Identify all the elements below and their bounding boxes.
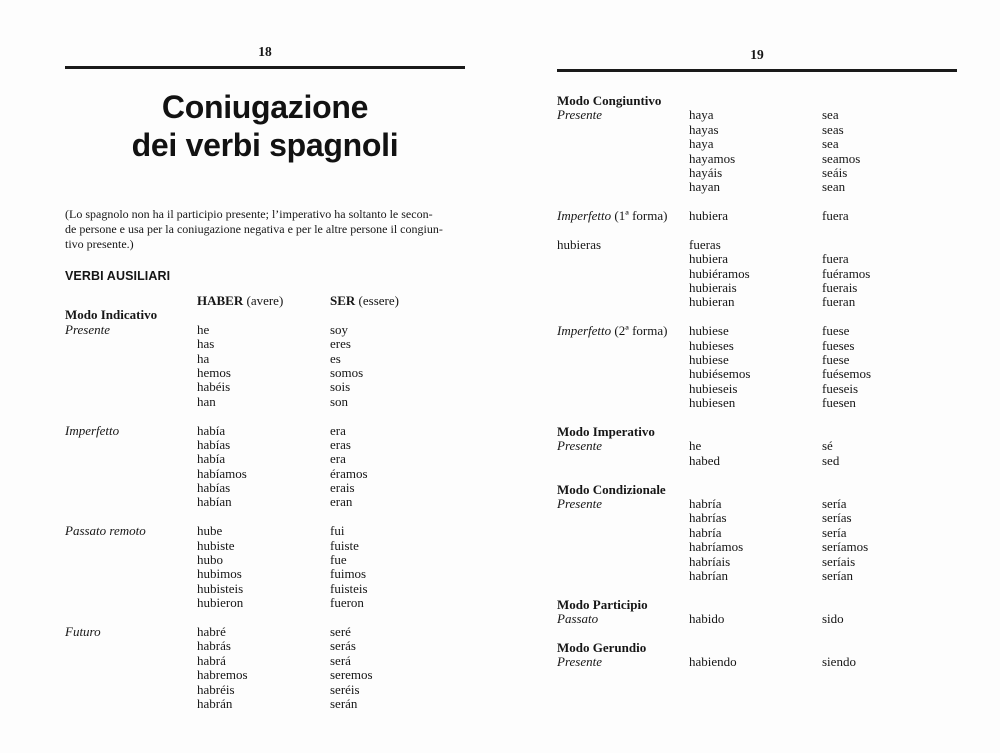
- ser-form: fuésemos: [822, 366, 872, 382]
- mode-heading: Modo Gerundio: [557, 639, 647, 655]
- haber-form: habiendo: [689, 654, 737, 670]
- conjugation-row: [65, 467, 465, 481]
- tense-label: [557, 295, 689, 309]
- tense-label: [65, 582, 197, 596]
- haber-form: haya: [689, 107, 714, 123]
- mode-heading-row: [557, 94, 957, 108]
- tense-name: Imperfetto: [557, 208, 612, 224]
- haber-form: habrás: [197, 638, 231, 654]
- page-number: 19: [750, 47, 764, 62]
- ser-form: fuerais: [822, 280, 858, 296]
- spacer-row: [65, 611, 465, 625]
- haber-form: habréis: [197, 681, 235, 697]
- tense-label: [557, 152, 689, 166]
- spacer-row: [557, 224, 957, 238]
- tense-label: [557, 108, 689, 122]
- haber-form: hubiste: [197, 537, 235, 553]
- tense-label: [65, 697, 197, 711]
- conjugation-row: [65, 452, 465, 466]
- haber-form: hubiera: [689, 251, 728, 267]
- verb-infinitive-ser: SER: [330, 293, 356, 308]
- conjugation-row: [557, 281, 957, 295]
- column-header-row: [65, 294, 465, 308]
- column-header-ser: SER (essere): [330, 293, 399, 308]
- conjugation-row: [557, 166, 957, 180]
- spacer-row: [557, 468, 957, 482]
- spacer-row: [65, 510, 465, 524]
- ser-form: erais: [330, 480, 355, 496]
- ser-form: sé: [822, 438, 833, 454]
- haber-form: hube: [197, 523, 223, 539]
- haber-form: habías: [197, 436, 231, 452]
- haber-form: habríais: [689, 553, 731, 569]
- tense-label: [557, 396, 689, 410]
- ser-form: siendo: [822, 654, 856, 670]
- tense-label: [557, 569, 689, 583]
- ser-form: [822, 238, 957, 252]
- tense-label: [65, 683, 197, 697]
- ser-form: serían: [822, 567, 854, 583]
- conjugation-table-haber-ser: [65, 294, 465, 711]
- ser-form: sea: [822, 136, 839, 152]
- ser-form: serán: [330, 695, 358, 711]
- conjugation-row: [557, 396, 957, 410]
- haber-form: habré: [197, 623, 226, 639]
- haber-form: hayáis: [689, 164, 723, 180]
- haber-form: habían: [197, 494, 232, 510]
- conjugation-row: [65, 380, 465, 394]
- conjugation-row: [65, 524, 465, 538]
- conjugation-row: [65, 639, 465, 653]
- haber-form: hubiera: [689, 208, 728, 224]
- empty-cell: [65, 294, 197, 308]
- ser-form: eras: [330, 436, 351, 452]
- intro-line: de persone e usa per la coniugazione negativa e per le altre persone il congiun-: [65, 222, 443, 236]
- conjugation-row: [557, 339, 957, 353]
- ser-form: seríamos: [822, 539, 869, 555]
- conjugation-row: [557, 612, 957, 626]
- haber-form: habrían: [689, 567, 728, 583]
- haber-form: habrías: [689, 510, 727, 526]
- tense-label: Imperfetto (1ª forma): [557, 208, 668, 224]
- tense-name: Presente: [557, 438, 602, 454]
- conjugation-row: [65, 567, 465, 581]
- ser-form: son: [330, 393, 349, 409]
- tense-label: [557, 252, 689, 266]
- ser-form: fuiste: [330, 537, 359, 553]
- page-19: [557, 44, 957, 670]
- conjugation-row: [65, 495, 465, 509]
- chapter-title-line2: dei verbi spagnoli: [131, 127, 399, 163]
- conjugation-row: [557, 267, 957, 281]
- haber-form: había: [197, 422, 226, 438]
- ser-form: seríais: [822, 553, 856, 569]
- haber-form: habed: [689, 452, 721, 468]
- spacer-row: [557, 583, 957, 597]
- ser-form: seas: [822, 121, 844, 137]
- ser-form: fuisteis: [330, 580, 368, 596]
- intro-line: tivo presente.): [65, 237, 134, 251]
- intro-note: [65, 207, 465, 252]
- haber-form: he: [689, 438, 702, 454]
- tense-name: Passato remoto: [65, 523, 146, 539]
- conjugation-row: [65, 424, 465, 438]
- ser-form: fuéramos: [822, 265, 871, 281]
- haber-form: hubieseis: [689, 380, 738, 396]
- page-number: 18: [258, 44, 272, 59]
- conjugation-row: [65, 481, 465, 495]
- haber-form: habría: [689, 495, 722, 511]
- haber-form: habrán: [197, 695, 233, 711]
- tense-label: [65, 337, 197, 351]
- conjugation-row: [557, 655, 957, 669]
- haber-form: había: [197, 451, 226, 467]
- tense-name: Imperfetto: [65, 422, 120, 438]
- haber-form: habíamos: [197, 465, 247, 481]
- conjugation-row: [65, 582, 465, 596]
- ser-form: será: [330, 652, 351, 668]
- spacer-row: [557, 195, 957, 209]
- haber-form: hayas: [689, 121, 719, 137]
- tense-label: [65, 539, 197, 553]
- ser-form: seremos: [330, 667, 373, 683]
- conjugation-row: [557, 123, 957, 137]
- conjugation-row: [557, 569, 957, 583]
- ser-form: seáis: [822, 164, 848, 180]
- tense-label: [65, 452, 197, 466]
- tense-name: Presente: [65, 321, 110, 337]
- header-rule: [557, 69, 957, 72]
- conjugation-row: [65, 697, 465, 711]
- conjugation-row: [65, 438, 465, 452]
- tense-label: [557, 166, 689, 180]
- mode-heading-row: [557, 425, 957, 439]
- ser-form: fuimos: [330, 566, 367, 582]
- chapter-title: [65, 88, 465, 164]
- ser-form: éramos: [330, 465, 368, 481]
- ser-form: sido: [822, 611, 844, 627]
- conjugation-table-haber-ser-continued: [557, 94, 957, 670]
- tense-label: [65, 639, 197, 653]
- haber-form: habéis: [197, 379, 231, 395]
- ser-form: era: [330, 451, 346, 467]
- column-header-haber: HABER (avere): [197, 293, 284, 308]
- conjugation-row: [557, 152, 957, 166]
- conjugation-row: [557, 295, 957, 309]
- conjugation-row: [65, 323, 465, 337]
- header-rule: [65, 66, 465, 69]
- conjugation-row: [65, 352, 465, 366]
- tense-label: [65, 438, 197, 452]
- haber-form: habido: [689, 611, 725, 627]
- ser-form: somos: [330, 364, 364, 380]
- tense-label: [557, 281, 689, 295]
- conjugation-row: [557, 238, 957, 252]
- ser-form: fuese: [822, 323, 850, 339]
- tense-label: [65, 467, 197, 481]
- ser-form: eres: [330, 336, 351, 352]
- haber-form: habríamos: [689, 539, 744, 555]
- ser-form: soy: [330, 321, 349, 337]
- ser-form: fueron: [330, 595, 364, 611]
- tense-name: Passato: [557, 611, 599, 627]
- tense-name: Presente: [557, 107, 602, 123]
- conjugation-row: [557, 540, 957, 554]
- haber-form: hubiese: [689, 352, 729, 368]
- ser-form: sea: [822, 107, 839, 123]
- conjugation-row: [65, 668, 465, 682]
- tense-label: [557, 137, 689, 151]
- haber-form: habría: [689, 524, 722, 540]
- spacer-row: [557, 411, 957, 425]
- haber-form: he: [197, 321, 210, 337]
- tense-label: [65, 553, 197, 567]
- ser-form: serás: [330, 638, 356, 654]
- conjugation-row: [557, 137, 957, 151]
- tense-label: [557, 267, 689, 281]
- ser-form: sería: [822, 495, 847, 511]
- haber-form: habremos: [197, 667, 248, 683]
- mode-heading: Modo Participio: [557, 596, 648, 612]
- conjugation-row: [65, 366, 465, 380]
- tense-label: [557, 526, 689, 540]
- ser-form: seré: [330, 623, 351, 639]
- ser-form: fuesen: [822, 395, 856, 411]
- tense-label: [557, 339, 689, 353]
- haber-form: fueras: [689, 236, 721, 252]
- mode-heading-row: [557, 483, 957, 497]
- conjugation-row: [557, 180, 957, 194]
- conjugation-row: [557, 252, 957, 266]
- conjugation-row: [557, 324, 957, 338]
- spacer-row: [557, 626, 957, 640]
- mode-heading: Modo Imperativo: [557, 423, 655, 439]
- ser-form: sed: [822, 452, 840, 468]
- chapter-title-line1: Coniugazione: [161, 89, 369, 125]
- tense-label: [65, 323, 197, 337]
- haber-form: han: [197, 393, 216, 409]
- haber-form: hubimos: [197, 566, 242, 582]
- tense-label: hubieras: [557, 236, 602, 252]
- ser-form: fui: [330, 523, 345, 539]
- tense-label: [557, 353, 689, 367]
- tense-label: [557, 382, 689, 396]
- haber-form: hubo: [197, 552, 223, 568]
- tense-name: Imperfetto: [557, 323, 612, 339]
- tense-label: [65, 524, 197, 538]
- tense-label: [65, 352, 197, 366]
- conjugation-row: [65, 683, 465, 697]
- conjugation-row: [65, 596, 465, 610]
- tense-label: [65, 654, 197, 668]
- ser-form: serías: [822, 510, 852, 526]
- haber-form: hubiesen: [689, 395, 736, 411]
- intro-line: (Lo spagnolo non ha il participio presente; l’imperativo ha soltanto le secon-: [65, 207, 433, 221]
- ser-form: fuera: [822, 251, 849, 267]
- tense-label: [65, 481, 197, 495]
- ser-form: fuera: [822, 208, 849, 224]
- conjugation-row: [557, 108, 957, 122]
- haber-form: hubiésemos: [689, 366, 751, 382]
- conjugation-row: [65, 395, 465, 409]
- tense-label: [557, 612, 689, 626]
- conjugation-row: [557, 555, 957, 569]
- tense-label: [65, 380, 197, 394]
- tense-label: [65, 395, 197, 409]
- ser-form: es: [330, 350, 341, 366]
- haber-form: ha: [197, 350, 210, 366]
- tense-label: [557, 540, 689, 554]
- haber-form: hubieron: [197, 595, 244, 611]
- haber-form: hayamos: [689, 150, 736, 166]
- haber-form: hayan: [689, 179, 721, 195]
- ser-form: fueses: [822, 337, 855, 353]
- conjugation-row: [65, 625, 465, 639]
- tense-label: [65, 625, 197, 639]
- tense-label: Imperfetto (2ª forma): [557, 323, 668, 339]
- tense-label: [65, 366, 197, 380]
- mode-heading: Modo Indicativo: [65, 307, 158, 323]
- ser-form: fue: [330, 552, 347, 568]
- conjugation-row: [557, 526, 957, 540]
- mode-heading-row: [557, 598, 957, 612]
- tense-label: [65, 495, 197, 509]
- tense-label: [65, 424, 197, 438]
- tense-name: Presente: [557, 495, 602, 511]
- conjugation-row: [557, 497, 957, 511]
- conjugation-row: [65, 553, 465, 567]
- ser-form: sois: [330, 379, 351, 395]
- tense-label: [557, 180, 689, 194]
- mode-heading: Modo Congiuntivo: [557, 93, 662, 108]
- spacer-row: [557, 310, 957, 324]
- tense-label: [557, 497, 689, 511]
- verb-infinitive-haber: HABER: [197, 293, 244, 308]
- mode-heading-row: [65, 308, 465, 322]
- conjugation-row: [557, 353, 957, 367]
- tense-label: [65, 596, 197, 610]
- tense-name: Futuro: [65, 623, 101, 639]
- haber-form: hubiese: [689, 323, 729, 339]
- ser-form: sean: [822, 179, 846, 195]
- ser-form: fuese: [822, 352, 850, 368]
- tense-label: [65, 567, 197, 581]
- haber-form: haya: [689, 136, 714, 152]
- ser-form: fueseis: [822, 380, 859, 396]
- mode-heading: Modo Condizionale: [557, 481, 666, 497]
- ser-form: fueran: [822, 294, 856, 310]
- haber-form: habías: [197, 480, 231, 496]
- section-heading: VERBI AUSILIARI: [65, 269, 171, 283]
- conjugation-row: [557, 382, 957, 396]
- spacer-row: [65, 409, 465, 423]
- ser-form: seréis: [330, 681, 360, 697]
- haber-form: habrá: [197, 652, 226, 668]
- conjugation-row: [65, 337, 465, 351]
- tense-label: [557, 439, 689, 453]
- tense-label: [557, 454, 689, 468]
- tense-label: [65, 668, 197, 682]
- tense-label: [557, 511, 689, 525]
- conjugation-row: [557, 367, 957, 381]
- haber-form: hubiéramos: [689, 265, 750, 281]
- haber-form: hubieran: [689, 294, 735, 310]
- conjugation-row: [557, 209, 957, 223]
- page-18: [65, 41, 465, 711]
- conjugation-row: [557, 454, 957, 468]
- mode-heading-row: [557, 641, 957, 655]
- conjugation-row: [557, 511, 957, 525]
- ser-form: seamos: [822, 150, 861, 166]
- tense-name: Presente: [557, 654, 602, 670]
- tense-label: [557, 555, 689, 569]
- conjugation-row: [557, 439, 957, 453]
- ser-form: era: [330, 422, 346, 438]
- haber-form: hemos: [197, 364, 231, 380]
- tense-label: [557, 655, 689, 669]
- haber-form: has: [197, 336, 215, 352]
- tense-label: [557, 367, 689, 381]
- ser-form: eran: [330, 494, 353, 510]
- conjugation-row: [65, 539, 465, 553]
- conjugation-row: [65, 654, 465, 668]
- haber-form: hubierais: [689, 280, 737, 296]
- tense-label: [557, 123, 689, 137]
- haber-form: hubieses: [689, 337, 734, 353]
- ser-form: sería: [822, 524, 847, 540]
- haber-form: hubisteis: [197, 580, 244, 596]
